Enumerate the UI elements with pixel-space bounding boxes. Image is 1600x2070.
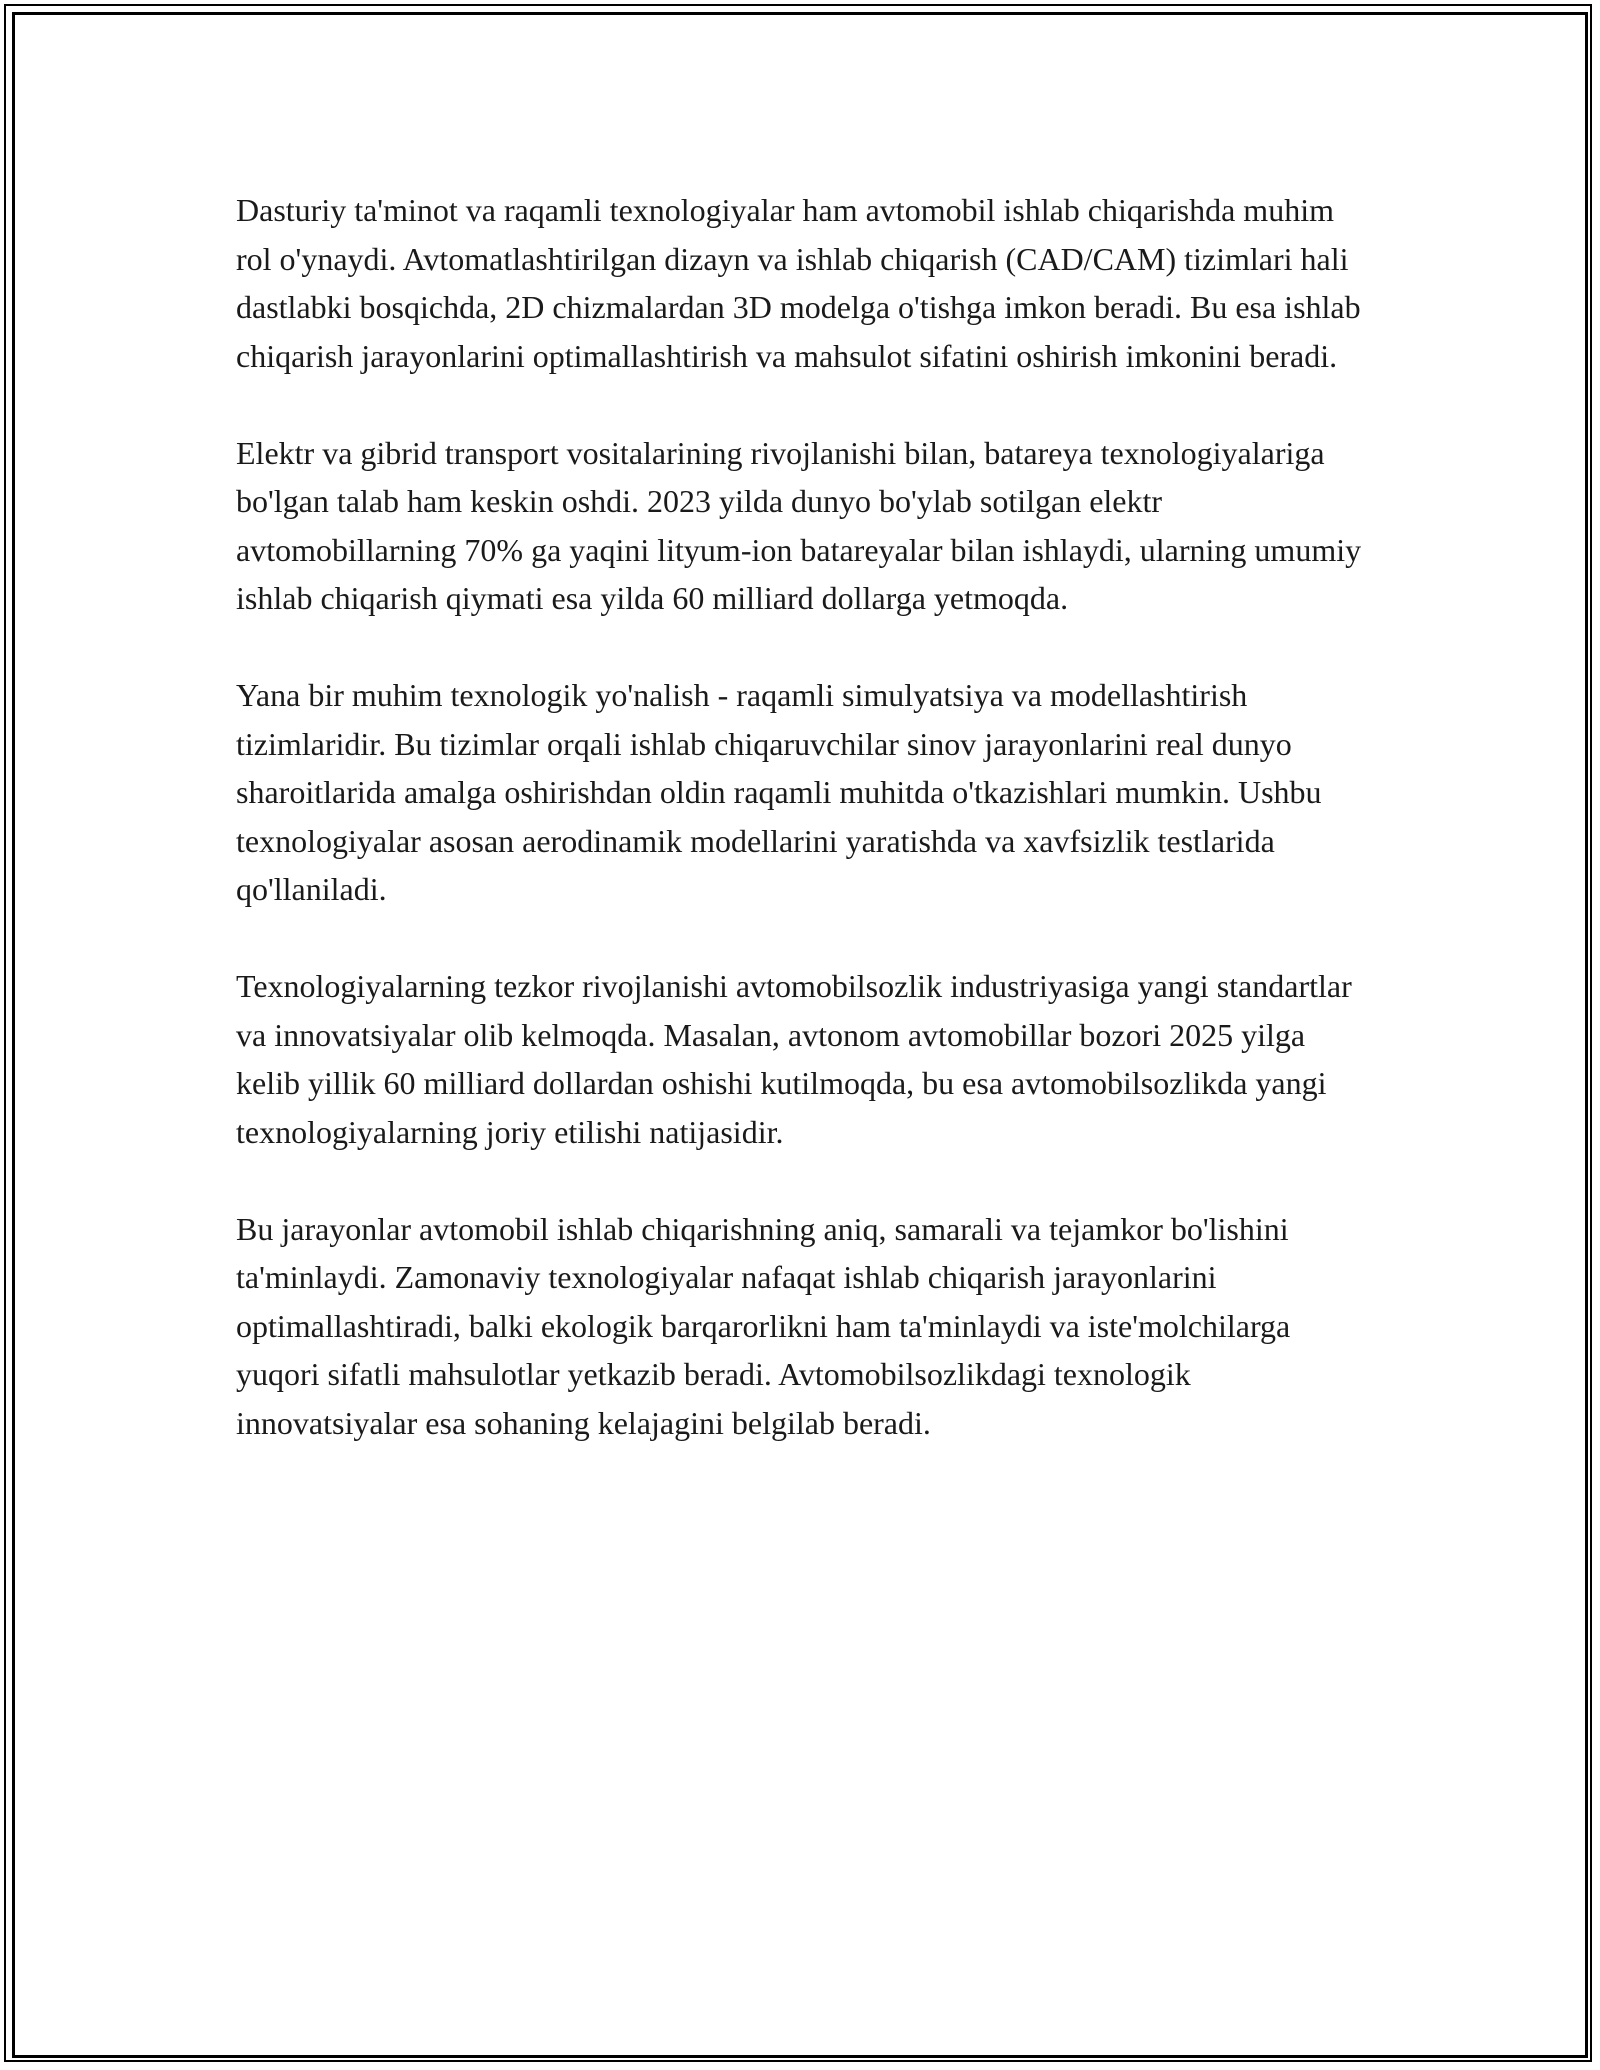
- paragraph-4: Texnologiyalarning tezkor rivojlanishi avtomobilsozlik industriyasiga yangi standartlar va innovatsiyalar olib kelmoqda. Masalan, avtonom avtomobillar bozori 2025 yilga kelib yillik 60 milliard dollardan oshishi kutilmoqda, bu esa avtomobilsozlikda yangi texnologiyalarning joriy etilishi natijasidir.: [236, 968, 1352, 1150]
- paragraph-2: Elektr va gibrid transport vositalarining rivojlanishi bilan, batareya texnologiyalariga bo'lgan talab ham keskin oshdi. 2023 yilda dunyo bo'ylab sotilgan elektr avtomobillarning 70% ga yaqini lityum-ion batareyalar bilan ishlaydi, ularning umumiy ishlab chiqarish qiymati esa yilda 60 milliard dollarga yetmoqda.: [236, 434, 1362, 616]
- paragraph-5: Bu jarayonlar avtomobil ishlab chiqarishning aniq, samarali va tejamkor bo'lishini ta'minlaydi. Zamonaviy texnologiyalar nafaqat ishlab chiqarish jarayonlarini optimallashtiradi, balki ekologik barqarorlikni ham ta'minlaydi va iste'molchilarga yuqori sifatli mahsulotlar yetkazib beradi. Avtomobilsozlikdagi texnologik innovatsiyalar esa sohaning kelajagini belgilab beradi.: [236, 1210, 1291, 1441]
- paragraph-3: Yana bir muhim texnologik yo'nalish - raqamli simulyatsiya va modellashtirish tizimlaridir. Bu tizimlar orqali ishlab chiqaruvchilar sinov jarayonlarini real dunyo sharoitlarida amalga oshirishdan oldin raqamli muhitda o'tkazishlari mumkin. Ushbu texnologiyalar asosan aerodinamik modellarini yaratishda va xavfsizlik testlarida qo'llaniladi.: [236, 677, 1322, 907]
- document-body: [236, 186, 1366, 1447]
- paragraph-1: Dasturiy ta'minot va raqamli texnologiyalar ham avtomobil ishlab chiqarishda muhim rol o'ynaydi. Avtomatlashtirilgan dizayn va ishlab chiqarish (CAD/CAM) tizimlari hali dastlabki bosqichda, 2D chizmalardan 3D modelga o'tishga imkon beradi. Bu esa ishlab chiqarish jarayonlarini optimallashtirish va mahsulot sifatini oshirish imkonini beradi.: [236, 192, 1361, 374]
